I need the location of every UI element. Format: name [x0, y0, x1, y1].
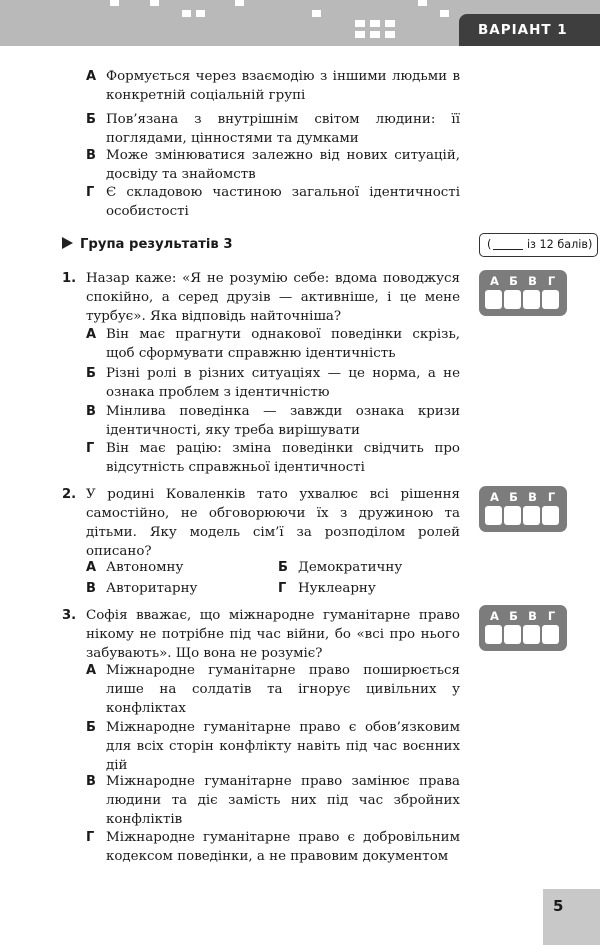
header-decor: [440, 10, 449, 17]
option-letter: В: [86, 774, 96, 789]
variant-tab: ВАРІАНТ 1: [459, 14, 600, 46]
answer-cell-b[interactable]: [504, 506, 521, 525]
option-text: Формується через взаємодію з іншими людьми в конкретній соціальній групі: [106, 69, 460, 103]
option-letter: А: [86, 560, 97, 575]
q3-option-a: [86, 661, 460, 718]
option-text: Міжнародне гуманітарне право замінює права людини та діє замість них під час збройних конфліктів: [106, 774, 460, 827]
option-letter: Б: [278, 560, 288, 575]
header-decor: [182, 10, 191, 17]
option-text: Пов’язана з внутрішнім світом людини: її поглядами, цінностями та думками: [106, 112, 460, 146]
header-decor: [355, 31, 365, 38]
answer-label-g: Г: [547, 490, 556, 504]
option-text: Мінлива поведінка — завжди ознака кризи ідентичності, яку треба вирішувати: [106, 404, 460, 438]
option-letter: Г: [86, 441, 95, 456]
option-text: Він має прагнути однакової поведінки скрізь, щоб сформувати справжню ідентичність: [106, 327, 460, 361]
question-3-number: 3.: [62, 608, 77, 623]
answer-grid-q3: [479, 605, 567, 651]
page-number: 5: [553, 897, 564, 915]
q2-option-b: [278, 558, 402, 577]
q3-option-d: [86, 828, 460, 866]
answer-label-a: А: [490, 609, 499, 623]
header-decor: [235, 0, 244, 6]
option-text: Демократичну: [298, 560, 403, 575]
option-letter: Г: [86, 185, 95, 200]
option-letter: Б: [86, 112, 96, 127]
question-2-text: У родині Коваленків тато ухвалює всі рішення самостійно, не обговорюючи їх з дружиною та дітьми. Яку модель сім’ї за розподілом ролей описано?: [86, 487, 460, 559]
option-letter: А: [86, 69, 97, 84]
prev-option-c: [86, 146, 460, 184]
option-text: Автономну: [106, 560, 184, 575]
option-text: Є складовою частиною загальної ідентичності особистості: [106, 185, 460, 219]
header-decor: [196, 10, 205, 17]
answer-cell-v[interactable]: [523, 625, 540, 644]
answer-cell-b[interactable]: [504, 625, 521, 644]
group-title: Група результатів 3: [80, 237, 233, 252]
option-text: Міжнародне гуманітарне право поширюється лише на солдатів та ігнорує цивільних у конфліктах: [106, 663, 460, 716]
header-decor: [312, 10, 321, 17]
page-number-box: [543, 889, 600, 945]
answer-cell-a[interactable]: [485, 506, 502, 525]
answer-cell-g[interactable]: [542, 506, 559, 525]
header-decor: [370, 31, 380, 38]
option-letter: В: [86, 581, 96, 596]
q2-option-d: [278, 579, 376, 598]
score-blank[interactable]: [493, 237, 523, 250]
answer-grid-q1: [479, 270, 567, 316]
option-text: Нуклеарну: [298, 581, 376, 596]
q3-option-b: [86, 718, 460, 775]
answer-label-v: В: [528, 490, 537, 504]
header-decor: [385, 20, 395, 27]
score-box: [479, 233, 598, 257]
header-decor: [418, 0, 427, 6]
triangle-bullet-icon: [62, 237, 73, 249]
group-heading: [62, 235, 233, 255]
answer-cell-b[interactable]: [504, 290, 521, 309]
option-text: Міжнародне гуманітарне право є обов’язковим для всіх сторін конфлікту навіть під час воєнних дій: [106, 720, 460, 773]
answer-label-b: Б: [509, 274, 518, 288]
prev-option-a: [86, 67, 460, 105]
option-letter: А: [86, 663, 97, 678]
q2-option-a: [86, 558, 183, 577]
answer-label-v: В: [528, 609, 537, 623]
question-1-number: 1.: [62, 271, 77, 286]
option-letter: Г: [86, 830, 95, 845]
option-text: Міжнародне гуманітарне право є добровільним кодексом поведінки, а не правовим документом: [106, 830, 460, 864]
prev-option-d: [86, 183, 460, 221]
header-decor: [110, 0, 119, 6]
answer-label-a: А: [490, 274, 499, 288]
answer-cell-g[interactable]: [542, 290, 559, 309]
answer-cell-v[interactable]: [523, 290, 540, 309]
header-decor: [150, 0, 159, 6]
option-letter: А: [86, 327, 97, 342]
q3-option-c: [86, 772, 460, 829]
option-letter: В: [86, 404, 96, 419]
score-open-paren: (: [487, 238, 492, 251]
q1-option-c: [86, 402, 460, 440]
header-decor: [355, 20, 365, 27]
option-letter: Б: [86, 366, 96, 381]
answer-label-b: Б: [509, 609, 518, 623]
question-2-number: 2.: [62, 487, 77, 502]
answer-cell-a[interactable]: [485, 625, 502, 644]
header-decor: [370, 20, 380, 27]
option-text: Може змінюватися залежно від нових ситуацій, досвіду та знайомств: [106, 148, 460, 182]
option-letter: Г: [278, 581, 287, 596]
prev-option-b: [86, 110, 460, 148]
option-letter: В: [86, 148, 96, 163]
answer-cell-a[interactable]: [485, 290, 502, 309]
q1-option-d: [86, 439, 460, 477]
q1-option-a: [86, 325, 460, 363]
option-text: Він має рацію: зміна поведінки свідчить про відсутність справжньої ідентичності: [106, 441, 460, 475]
answer-label-a: А: [490, 490, 499, 504]
answer-label-g: Г: [547, 609, 556, 623]
question-1-text: Назар каже: «Я не розумію себе: вдома поводжуся спокійно, а серед друзів — активніше, і це мене турбує». Яка відповідь найточніша?: [86, 271, 460, 324]
question-3-text: Софія вважає, що міжнародне гуманітарне право нікому не потрібне під час війни, бо «всі про нього забувають». Що вона не розуміє?: [86, 608, 460, 661]
q2-option-c: [86, 579, 197, 598]
q1-option-b: [86, 364, 460, 402]
option-text: Авторитарну: [106, 581, 198, 596]
option-text: Різні ролі в різних ситуаціях — це норма, а не ознака проблем з ідентичністю: [106, 366, 460, 400]
answer-label-v: В: [528, 274, 537, 288]
option-letter: Б: [86, 720, 96, 735]
answer-label-g: Г: [547, 274, 556, 288]
answer-label-b: Б: [509, 490, 518, 504]
answer-cell-g[interactable]: [542, 625, 559, 644]
header-decor: [385, 31, 395, 38]
answer-grid-q2: [479, 486, 567, 532]
score-total: із 12 балів): [526, 238, 593, 251]
answer-cell-v[interactable]: [523, 506, 540, 525]
